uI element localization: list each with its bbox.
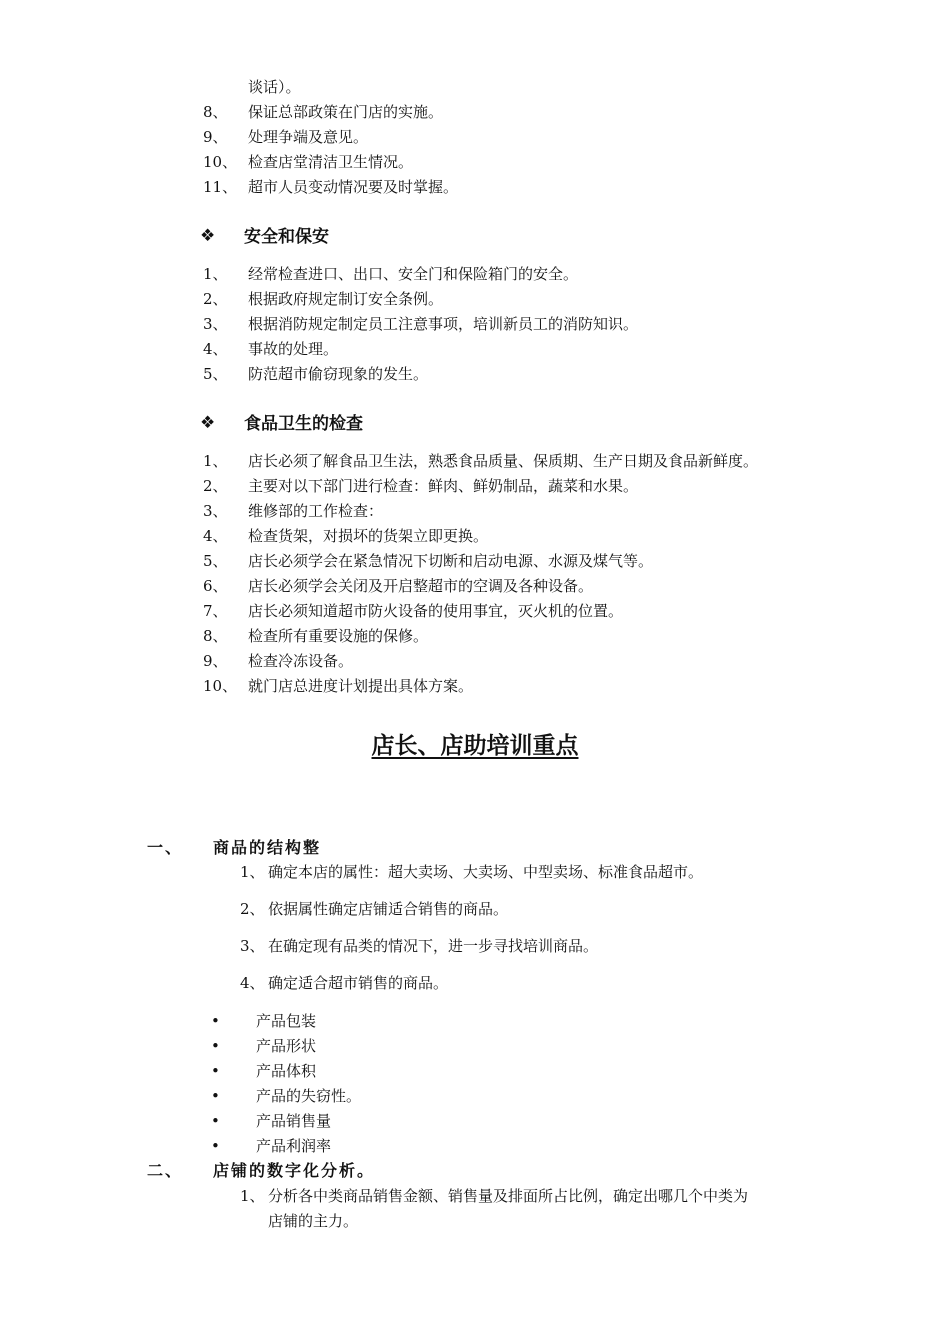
list-number: 1、 xyxy=(240,1187,265,1205)
page-title xyxy=(0,731,950,761)
bullet-text: 产品形状 xyxy=(256,1037,317,1055)
bullet-text: 产品利润率 xyxy=(256,1137,332,1155)
bullet-dot-icon: • xyxy=(211,1112,220,1130)
list-number: 4、 xyxy=(203,340,228,358)
bullet-text: 产品的失窃性。 xyxy=(256,1087,362,1105)
list-number: 10、 xyxy=(203,153,238,171)
list-text: 确定本店的属性：超大卖场、大卖场、中型卖场、标准食品超市。 xyxy=(268,863,704,881)
list-text: 根据政府规定制订安全条例。 xyxy=(248,290,444,308)
list-number: 2、 xyxy=(203,477,228,495)
list-text: 超市人员变动情况要及时掌握。 xyxy=(248,178,459,196)
list-text: 防范超市偷窃现象的发生。 xyxy=(248,365,429,383)
list-text: 根据消防规定制定员工注意事项，培训新员工的消防知识。 xyxy=(248,315,639,333)
list-number: 5、 xyxy=(203,365,228,383)
section-heading-analysis: 店铺的数字化分析。 xyxy=(213,1161,376,1180)
list-text: 店长必须学会关闭及开启整超市的空调及各种设备。 xyxy=(248,577,594,595)
bullet-dot-icon: • xyxy=(211,1012,220,1030)
list-text: 检查所有重要设施的保修。 xyxy=(248,627,429,645)
list-continuation: 谈话）。 xyxy=(248,78,301,96)
bullet-text: 产品销售量 xyxy=(256,1112,332,1130)
bullet-dot-icon: • xyxy=(211,1062,220,1080)
section-heading-safety: 安全和保安 xyxy=(244,227,329,247)
list-number: 3、 xyxy=(240,937,265,955)
list-text: 就门店总进度计划提出具体方案。 xyxy=(248,677,474,695)
list-number: 3、 xyxy=(203,315,228,333)
list-number: 7、 xyxy=(203,602,228,620)
list-text: 店长必须了解食品卫生法，熟悉食品质量、保质期、生产日期及食品新鲜度。 xyxy=(248,452,759,470)
list-number: 1、 xyxy=(240,863,265,881)
list-text: 主要对以下部门进行检查：鲜肉、鲜奶制品，蔬菜和水果。 xyxy=(248,477,639,495)
bullet-dot-icon: • xyxy=(211,1037,220,1055)
bullet-dot-icon: • xyxy=(211,1137,220,1155)
bullet-dot-icon: • xyxy=(211,1087,220,1105)
list-text: 检查店堂清洁卫生情况。 xyxy=(248,153,414,171)
list-text: 事故的处理。 xyxy=(248,340,339,358)
list-number: 11、 xyxy=(203,178,238,196)
page-title-text: 店长、店助培训重点 xyxy=(371,733,579,759)
list-text: 检查货架，对损坏的货架立即更换。 xyxy=(248,527,489,545)
section-number: 二、 xyxy=(147,1161,184,1180)
list-text: 店长必须知道超市防火设备的使用事宜，灭火机的位置。 xyxy=(248,602,624,620)
list-text: 维修部的工作检查： xyxy=(248,502,384,520)
section-heading-food: 食品卫生的检查 xyxy=(244,414,363,434)
list-number: 1、 xyxy=(203,265,228,283)
list-number: 9、 xyxy=(203,652,228,670)
list-number: 4、 xyxy=(240,974,265,992)
list-text-continuation: 店铺的主力。 xyxy=(268,1212,359,1230)
list-number: 2、 xyxy=(203,290,228,308)
list-text: 在确定现有品类的情况下，进一步寻找培训商品。 xyxy=(268,937,599,955)
list-number: 5、 xyxy=(203,552,228,570)
list-number: 8、 xyxy=(203,103,228,121)
list-number: 6、 xyxy=(203,577,228,595)
diamond-bullet-icon: ❖ xyxy=(200,413,216,433)
list-number: 9、 xyxy=(203,128,228,146)
list-number: 4、 xyxy=(203,527,228,545)
list-text: 确定适合超市销售的商品。 xyxy=(268,974,449,992)
list-text: 检查冷冻设备。 xyxy=(248,652,354,670)
list-number: 1、 xyxy=(203,452,228,470)
list-text: 经常检查进口、出口、安全门和保险箱门的安全。 xyxy=(248,265,579,283)
list-text: 分析各中类商品销售金额、销售量及排面所占比例，确定出哪几个中类为 xyxy=(268,1187,749,1205)
section-number: 一、 xyxy=(147,838,184,857)
list-number: 3、 xyxy=(203,502,228,520)
list-text: 店长必须学会在紧急情况下切断和启动电源、水源及煤气等。 xyxy=(248,552,654,570)
list-number: 10、 xyxy=(203,677,238,695)
list-text: 保证总部政策在门店的实施。 xyxy=(248,103,444,121)
bullet-text: 产品包装 xyxy=(256,1012,317,1030)
bullet-text: 产品体积 xyxy=(256,1062,317,1080)
list-text: 处理争端及意见。 xyxy=(248,128,369,146)
diamond-bullet-icon: ❖ xyxy=(200,226,216,246)
section-heading-structure: 商品的结构整 xyxy=(213,838,322,857)
list-text: 依据属性确定店铺适合销售的商品。 xyxy=(268,900,509,918)
list-number: 8、 xyxy=(203,627,228,645)
list-number: 2、 xyxy=(240,900,265,918)
